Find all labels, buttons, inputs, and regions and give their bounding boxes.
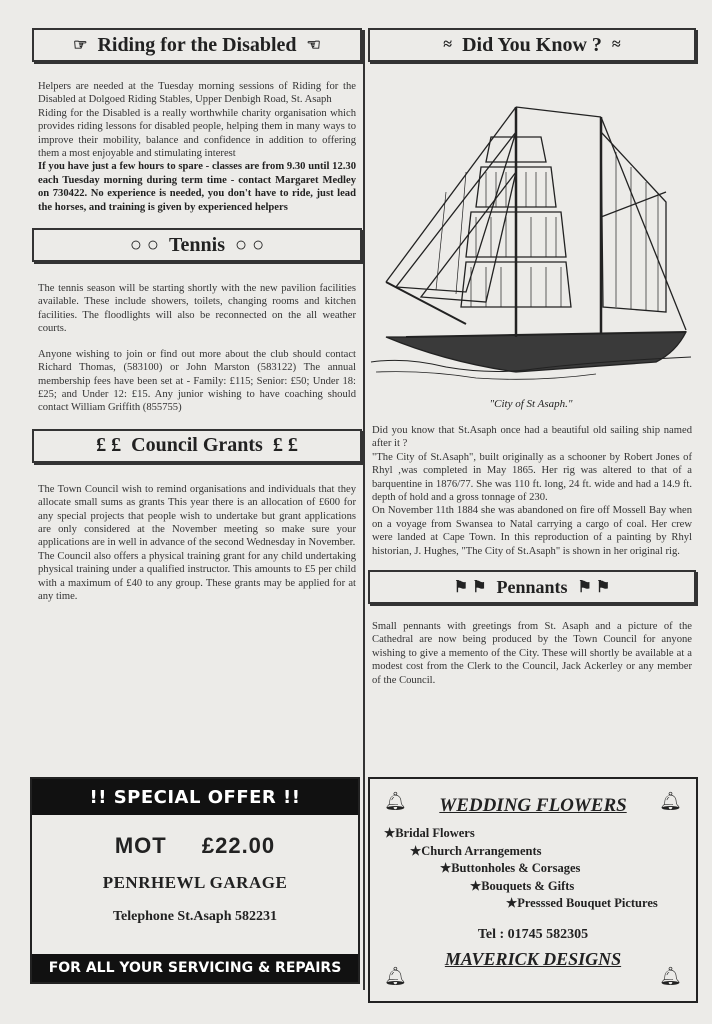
pennants-title: Pennants (496, 576, 568, 597)
didyouknow-heading (368, 28, 696, 62)
pound-icon: £ £ (96, 434, 122, 457)
pointing-hand-icon: ☜ (306, 37, 321, 54)
riding-heading (32, 28, 362, 62)
wedding-flowers-ad (368, 777, 698, 1003)
didyouknow-para-2: "The City of St.Asaph", built originally as a schooner by Robert Jones of Rhyl ,was completed in May 1865. Her rig was altered to that of a barquentine in 1876/77. She was 110 ft. long, 24 ft. wide and had a 14.9 ft. depth of hold and a gross tonnage of 230. (372, 451, 692, 504)
pennants-para: Small pennants with greetings from St. Asaph and a picture of the Cathedral are now being produced by the Town Council for anyone wishing to give a memento of the City. These will shortly be available at a modest cost from the Clerk to the Council, Jack Ackerley or any member of the Council. (372, 621, 692, 686)
servicing-footer: FOR ALL YOUR SERVICING & REPAIRS (32, 954, 358, 982)
pointing-hand-icon: ☞ (73, 37, 88, 54)
mot-label: MOT (114, 833, 167, 858)
pennant-icon: ⚑ ⚑ (577, 579, 611, 597)
grants-para-1: The Town Council wish to remind organisations and individuals that they allocate small sums as grants This year there is an allocation of £600 for any special projects that people wish to undertake but grant applications are only considered at the November meeting so make sure your applications are in well in advance of the second Wednesday in November. (38, 483, 356, 549)
riding-title: Riding for the Disabled (97, 33, 297, 56)
grants-para-2: The Council also offers a physical training grant for any child undertaking physical training under a qualified instructor. This amounts to £5 per child with a maximum of £40 to any group. These grants may be applied for at any time. (38, 550, 356, 602)
wave-icon: ≈ (443, 36, 453, 53)
pennant-icon: ⚑ ⚑ (453, 579, 487, 597)
riding-para-3: If you have just a few hours to spare - classes are from 9.30 until 12.30 each Tuesday morning during term time - contact Margaret Medley on 730422. No experience is needed, you don't have to ride, just lead the horses, and training is given by experienced helpers (38, 161, 356, 213)
garage-name: PENRHEWL GARAGE (102, 873, 288, 892)
tennis-para-2: Anyone wishing to join or find out more about the club should contact Richard Thomas, (583100) or John Marston (583122) The annual membership fees have been set at - Family: £115; Senior: £50; Under 18: £25; and Under 12: £15. Any junior wishing to have coaching should contact William Griffith (855755) (38, 348, 356, 414)
list-item: ★Bridal Flowers (384, 826, 475, 840)
wedding-telephone: Tel : 01745 582305 (477, 926, 589, 942)
bell-icon: 🔔︎ (384, 791, 407, 811)
column-divider (363, 30, 365, 990)
wedding-list (370, 825, 696, 913)
bell-icon: 🔔︎ (659, 966, 682, 986)
mot-price: £22.00 (201, 833, 276, 858)
tennis-heading (32, 228, 362, 262)
grants-title: Council Grants (131, 434, 263, 457)
wave-icon: ≈ (611, 36, 621, 53)
list-item: ★Bouquets & Gifts (470, 878, 575, 893)
bell-icon: 🔔︎ (384, 966, 407, 986)
list-item: ★Presssed Bouquet Pictures (506, 896, 658, 910)
left-column (30, 28, 362, 603)
bell-icon: 🔔︎ (659, 791, 682, 811)
tennis-para-1: The tennis season will be starting shortly with the new pavilion facilities available. These include showers, toilets, changing rooms and kitchen facilities. The floodlights will also be reconnected on the all weather courts. (38, 283, 356, 335)
special-offer-banner: !! SPECIAL OFFER !! (32, 779, 358, 815)
list-item: ★Buttonholes & Corsages (440, 861, 581, 875)
riding-para-1: Helpers are needed at the Tuesday morning sessions of Riding for the Disabled at Dolgoed Riding Stables, Upper Denbigh Road, St. Asaph (38, 81, 356, 106)
didyouknow-title: Did You Know ? (462, 33, 602, 56)
pound-icon: £ £ (272, 434, 298, 457)
wedding-title: WEDDING FLOWERS (439, 795, 627, 816)
mot-price-line (32, 833, 358, 859)
ship-illustration (366, 62, 696, 402)
tennis-title: Tennis (169, 233, 225, 256)
pennants-heading (368, 570, 696, 604)
garage-telephone: Telephone St.Asaph 582231 (112, 909, 278, 924)
special-offer-ad (30, 777, 360, 984)
didyouknow-para-1: Did you know that St.Asaph once had a beautiful old sailing ship named after it ? (372, 425, 692, 450)
circle-icon: ○ ○ (129, 233, 160, 256)
grants-heading (32, 429, 362, 463)
riding-para-2: Riding for the Disabled is a really worthwhile charity organisation which provides riding lessons for disabled people, helping them in many ways to improve their mobility, balance and confidence in addition to offering them a most enjoyable and stimulating interest (38, 107, 356, 160)
wedding-brand: MAVERICK DESIGNS (444, 948, 622, 969)
ship-caption: "City of St Asaph." (489, 398, 573, 410)
circle-icon: ○ ○ (234, 233, 265, 256)
right-column (366, 28, 696, 687)
didyouknow-para-3: On November 11th 1884 she was abandoned on fire off Mossell Bay when on a voyage from Swansea to Natal carrying a cargo of coal. Her crew were landed at Cape Town. In this reproduction of a painting by Rhyl historian, J. Hughes, "The City of St.Asaph" is shown in her original rig. (372, 505, 692, 557)
list-item: ★Church Arrangements (410, 843, 542, 858)
